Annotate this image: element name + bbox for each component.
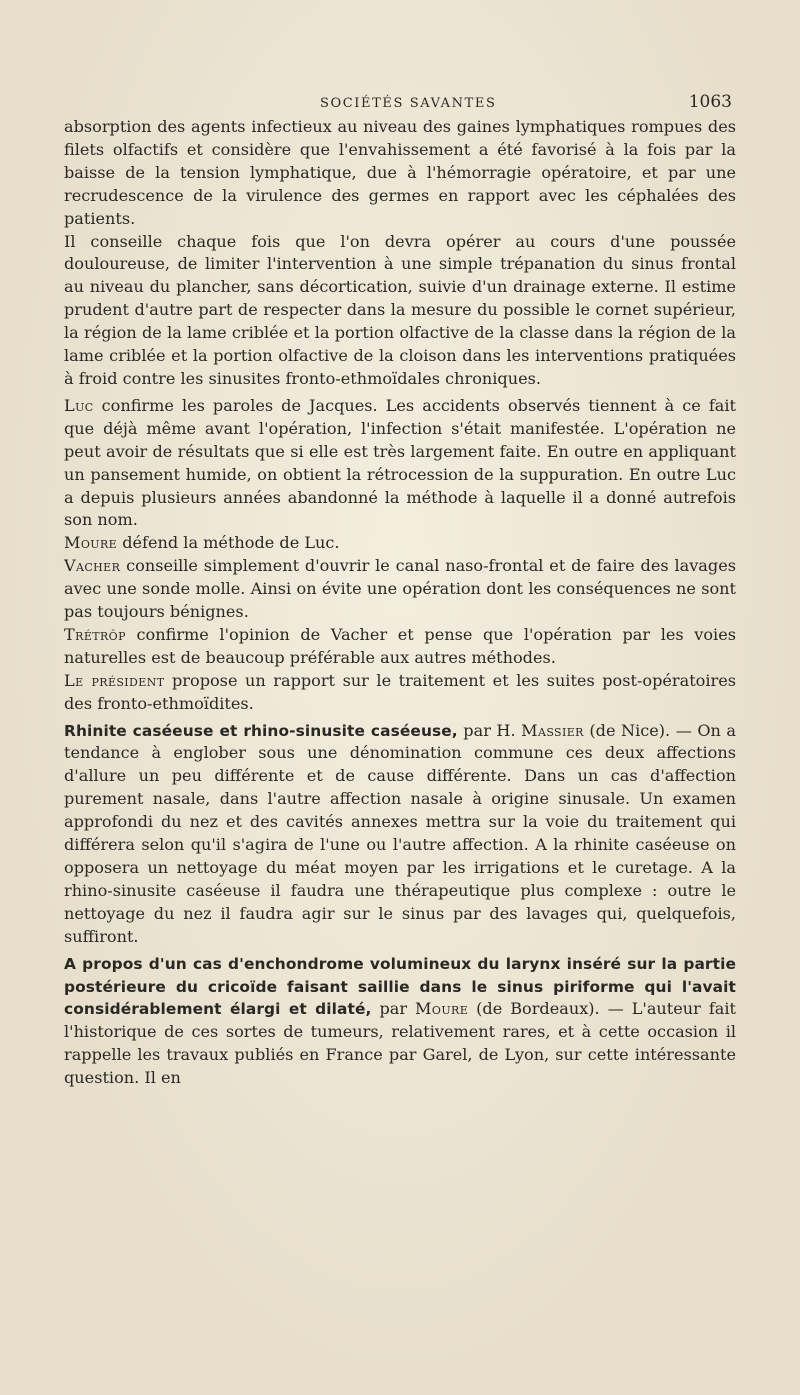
paragraph-6: [64, 624, 736, 670]
paragraph-6-text: confirme l'opinion de Vacher et pense que l'opération par les voies naturelles est de beaucoup préférable aux autres méthodes.: [64, 624, 736, 667]
running-head-title: SOCIÉTÉS SAVANTES: [320, 96, 497, 111]
paragraph-7: [64, 670, 736, 716]
paragraph-4-text: défend la méthode de Luc.: [117, 533, 340, 553]
page-number: 1063: [688, 92, 732, 112]
paragraph-5-text: conseille simplement d'ouvrir le canal naso-frontal et de faire des lavages avec une sonde molle. Ainsi on évite une opération dont les conséquences ne sont pas toujours bénignes.: [64, 556, 736, 622]
paragraph-2: Il conseille chaque fois que l'on devra opérer au cours d'une poussée douloureuse, de limiter l'intervention à une simple trépanation du sinus frontal au niveau du plancher, sans décortication, suivie d'un drainage externe. Il estime prudent d'autre part de respecter dans la mesure du possible le cornet supérieur, la région de la lame criblée et la portion olfactive de la classe dans la région de la lame criblée et la portion olfactive de la cloison dans les interventions pratiquées à froid contre les sinusites fronto-ethmoïdales chroniques.: [64, 231, 736, 388]
paragraph-9: [64, 953, 736, 1090]
author-massier: Massier: [521, 720, 584, 740]
speaker-moure: Moure: [64, 533, 118, 553]
paragraph-5: [64, 555, 736, 624]
author-moure: Moure: [415, 999, 469, 1019]
paragraph-3-text: confirme les paroles de Jacques. Les accidents observés tiennent à ce fait que déjà même avant l'opération, l'infection s'était manifestée. L'opération ne peut avoir de résultats que si elle est très largement faite. En outre en appliquant un pansement humide, on obtient la rétrocession de la suppuration. En outre Luc a depuis plusieurs années abandonné la méthode à laquelle il a donné autrefois son nom.: [64, 395, 736, 530]
speaker-tretrop: Trétrôp: [64, 624, 126, 644]
paragraph-1: absorption des agents infectieux au niveau des gaines lymphatiques rompues des filets olfactifs et considère que l'envahissement a été favorisé à la fois par la baisse de la tension lymphatique, due à l'hémorragie opératoire, et par une recrudescence de la virulence des germes en rapport avec les céphalées des patients.: [64, 117, 736, 228]
paragraph-8-text: (de Nice). — On a tendance à englober sous une dénomination commune ces deux affections d'allure un peu différente et de cause différente. Dans un cas d'affection purement nasale, dans l'autre affection nasale à origine sinusale. Un examen approfondi du nez et des cavités annexes mettra sur la voie du traitement qui différera selon qu'il s'agira de l'une ou l'autre affection. A la rhinite caséeuse on opposera un nettoyage du méat moyen par les irrigations et le curetage. A la rhino-sinusite caséeuse il faudra une thérapeutique plus complexe : outre le nettoyage du nez il faudra agir sur le sinus par des lavages qui, quelquefois, suffiront.: [64, 720, 737, 946]
paragraph-8: [64, 720, 736, 949]
paragraph-4: [64, 532, 736, 555]
section-heading-rhinite: Rhinite caséeuse et rhino-sinusite caséeuse,: [64, 721, 458, 740]
paragraph-7-text: propose un rapport sur le traitement et les suites post-opératoires des fronto-ethmoïdites.: [64, 670, 736, 713]
paragraph-9-text: (de Bordeaux). — L'auteur fait l'historique de ces sortes de tumeurs, relativement rares, et à cette occasion il rappelle les travaux publiés en France par Garel, de Lyon, sur cette intéressante question. Il en: [64, 999, 736, 1088]
speaker-vacher: Vacher: [64, 556, 121, 576]
running-header: [64, 80, 736, 116]
paragraph-9-by: par: [371, 999, 416, 1019]
section-heading-enchondrome: A propos d'un cas d'enchondrome volumineux du larynx inséré sur la partie postérieure du cricoïde faisant saillie dans le sinus piriforme qui l'avait considérablement élargi et dilaté,: [64, 954, 736, 1019]
speaker-president: Le président: [64, 670, 165, 690]
speaker-luc: Luc: [64, 395, 94, 415]
paragraph-8-by: par H.: [457, 720, 522, 740]
paragraph-3: [64, 395, 736, 532]
article-body: [64, 116, 736, 1090]
